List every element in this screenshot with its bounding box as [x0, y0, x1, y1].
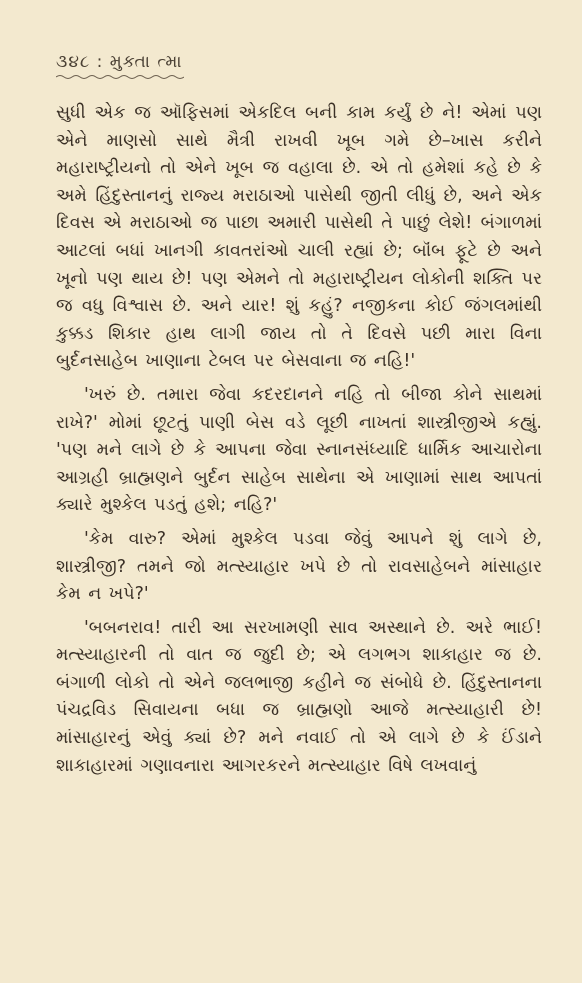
header-separator: : — [96, 52, 104, 72]
header-wavy-rule — [56, 74, 184, 80]
book-title: મુક્તા ત્મા — [109, 52, 183, 72]
paragraph-dialogue-3: 'બબનરાવ! તારી આ સરખામણી સાવ અસ્થાને છે. અરે ભાઈ! મત્સ્યાહારની તો વાત જ જુદી છે; એ લગભગ શાકાહાર જ છે. બંગાળી લોકો તો એને જલભાજી કહીને જ સંબોધે છે. હિંદુસ્તાનના પંચદ્રવિડ સિવાયના બધા જ બ્રાહ્મણો આજે મત્સ્યાહારી છે! માંસાહારનું એવું ક્યાં છે? મને નવાઈ તો એ લાગે છે કે ઈંડાને શાકાહારમાં ગણાવનારા આગરકરને મત્સ્યાહાર વિષે લખવાનું — [56, 617, 542, 776]
paragraph-dialogue-2: 'કેમ વારુ? એમાં મુશ્કેલ પડવા જેવું આપને શું લાગે છે, શાસ્ત્રીજી? તમને જો મત્સ્યાહાર ખપે છે તો રાવસાહેબને માંસાહાર કેમ ન ખપે?' — [56, 528, 542, 605]
paragraph-continuation: સુધી એક જ ઑફિસમાં એકદિલ બની કામ કર્યું છે ને! એમાં પણ એને માણસો સાથે મૈત્રી રાખવી ખૂબ ગમે છે–ખાસ કરીને મહારાષ્ટ્રીયનો તો એને ખૂબ જ વહાલા છે. એ તો હમેશાં કહે છે કે અમે હિંદુસ્તાનનું રાજ્ય મરાઠાઓ પાસેથી જીતી લીધું છે, અને એક દિવસ એ મરાઠાઓ જ પાછા અમારી પાસેથી તે પાછું લેશે! બંગાળમાં આટલાં બધાં ખાનગી કાવતરાંઓ ચાલી રહ્યાં છે; બૉંબ ફૂટે છે અને ખૂનો પણ થાય છે! પણ એમને તો મહારાષ્ટ્રીયન લોકોની શક્તિ પર જ વધુ વિશ્વાસ છે. અને યાર! શું કહું? નજીકના કોઈ જંગલમાંથી કુક્કડ શિકાર હાથ લાગી જાય તો તે દિવસે પછી મારા વિના બુર્દનસાહેબ ખાણાના ટેબલ પર બેસવાના જ નહિ!' — [56, 103, 542, 372]
page-number: ૩૪૮ — [56, 52, 91, 72]
paragraph-dialogue-1: 'ખરું છે. તમારા જેવા કદરદાનને નહિ તો બીજા કોને સાથમાં રાખે?' મોમાં છૂટતું પાણી બેસ વડે લૂછી નાખતાં શાસ્ત્રીજીએ કહ્યું. 'પણ મને લાગે છે કે આપના જેવા સ્નાનસંધ્યાદિ ધાર્મિક આચારોના આગ્રહી બ્રાહ્મણને બુર્દન સાહેબ સાથેના એ ખાણામાં સાથ આપતાં ક્યારે મુશ્કેલ પડતું હશે; નહિ?' — [56, 384, 542, 516]
running-header — [56, 52, 542, 72]
